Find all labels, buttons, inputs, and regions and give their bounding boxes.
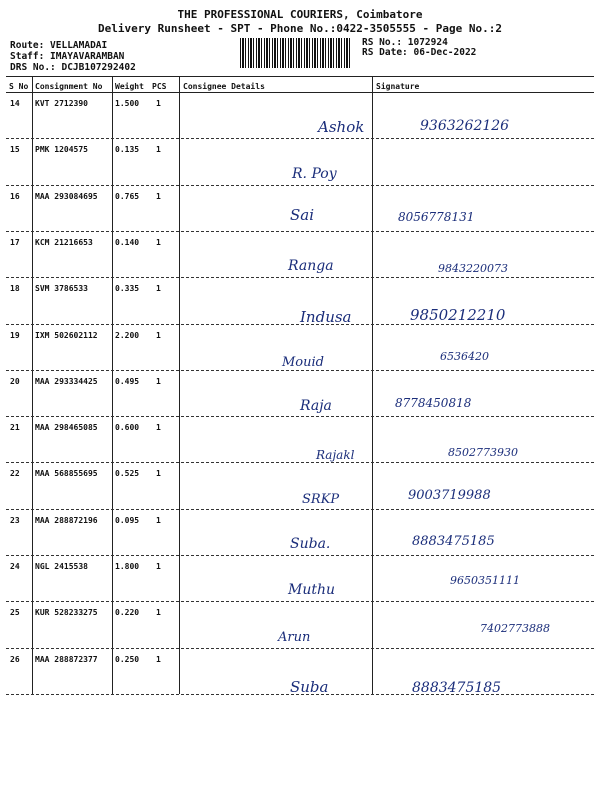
row-consignee-handwritten: Raja xyxy=(300,398,332,414)
row-consignee-handwritten: Ashok xyxy=(318,118,365,136)
runsheet-subtitle: Delivery Runsheet - SPT - Phone No.:0422-3505555 - Page No.:2 xyxy=(98,22,502,35)
row-consignment-no: SVM 3786533 xyxy=(35,284,88,294)
row-pcs: 1 xyxy=(156,515,161,525)
row-weight: 0.135 xyxy=(115,145,140,155)
row-pcs: 1 xyxy=(156,654,161,664)
row-weight: 0.495 xyxy=(115,376,140,386)
header-consignment: Consignment No xyxy=(35,82,103,91)
row-weight: 0.140 xyxy=(115,237,140,247)
row-consignment-no: IXM 502602112 xyxy=(35,330,98,340)
row-separator xyxy=(6,648,594,649)
row-signature-handwritten: 9363262126 xyxy=(420,118,510,134)
row-consignment-no: MAA 293084695 xyxy=(35,191,98,201)
row-pcs: 1 xyxy=(156,376,161,386)
drs-number: DRS No.: DCJB107292402 xyxy=(10,62,136,73)
row-consignment-no: MAA 288872377 xyxy=(35,654,98,664)
row-pcs: 1 xyxy=(156,469,161,479)
row-consignment-no: MAA 288872196 xyxy=(35,515,98,525)
row-separator xyxy=(6,185,594,186)
header-pcs: PCS xyxy=(152,82,167,91)
row-signature-handwritten: 8056778131 xyxy=(398,210,475,224)
row-consignee-handwritten: Suba xyxy=(290,678,329,696)
table-top-border xyxy=(6,76,594,77)
row-consignment-no: PMK 1204575 xyxy=(35,145,88,155)
row-signature-handwritten: 7402773888 xyxy=(480,622,550,635)
row-pcs: 1 xyxy=(156,608,161,618)
header-signature: Signature xyxy=(376,82,420,91)
row-sno: 26 xyxy=(10,654,20,664)
row-signature-handwritten: 8883475185 xyxy=(412,534,495,549)
row-sno: 24 xyxy=(10,562,20,571)
row-pcs: 1 xyxy=(156,237,161,247)
rs-number: RS No.: 1072924 xyxy=(362,37,448,48)
row-consignee-handwritten: Suba. xyxy=(290,536,331,552)
row-weight: 0.095 xyxy=(115,515,140,525)
row-consignee-handwritten: Arun xyxy=(278,630,311,645)
header-weight: Weight xyxy=(115,82,144,91)
row-sno: 23 xyxy=(10,515,20,525)
header-consignee: Consignee Details xyxy=(183,82,265,91)
row-consignment-no: MAA 568855695 xyxy=(35,469,98,479)
row-weight: 0.250 xyxy=(115,654,140,664)
row-sno: 21 xyxy=(10,423,20,433)
row-signature-handwritten: 9003719988 xyxy=(408,488,491,503)
row-consignee-handwritten: Muthu xyxy=(288,582,336,598)
row-pcs: 1 xyxy=(156,145,161,155)
row-weight: 0.335 xyxy=(115,284,140,294)
row-consignment-no: KVT 2712390 xyxy=(35,99,88,108)
row-consignment-no: KUR 528233275 xyxy=(35,608,98,618)
row-pcs: 1 xyxy=(156,330,161,340)
row-consignee-handwritten: SRKP xyxy=(302,492,340,507)
row-signature-handwritten: 8502773930 xyxy=(448,446,518,459)
row-weight: 2.200 xyxy=(115,330,140,340)
row-consignee-handwritten: Rajakl xyxy=(316,448,355,462)
row-consignee-handwritten: Indusa xyxy=(300,308,352,326)
row-sno: 17 xyxy=(10,237,20,247)
row-weight: 1.500 xyxy=(115,99,140,108)
row-separator xyxy=(6,462,594,463)
runsheet-title: THE PROFESSIONAL COURIERS, Coimbatore xyxy=(177,8,423,21)
row-signature-handwritten: 6536420 xyxy=(440,350,489,363)
row-sno: 25 xyxy=(10,608,20,618)
row-signature-handwritten: 9850212210 xyxy=(410,306,506,324)
row-consignee-handwritten: Sai xyxy=(290,206,315,224)
barcode xyxy=(240,38,352,68)
row-consignee-handwritten: R. Poy xyxy=(292,166,337,182)
row-separator xyxy=(6,324,594,325)
row-separator xyxy=(6,138,594,139)
row-consignee-handwritten: Ranga xyxy=(288,258,334,274)
row-sno: 18 xyxy=(10,284,20,294)
row-consignment-no: MAA 293334425 xyxy=(35,376,98,386)
row-sno: 20 xyxy=(10,376,20,386)
header-sno: S No xyxy=(9,82,29,91)
row-separator xyxy=(6,601,594,602)
row-signature-handwritten: 8883475185 xyxy=(412,680,502,696)
row-weight: 0.220 xyxy=(115,608,140,618)
row-separator xyxy=(6,509,594,510)
staff-label: Staff: IMAYAVARAMBAN xyxy=(10,51,125,62)
row-weight: 0.525 xyxy=(115,469,140,479)
row-sno: 22 xyxy=(10,469,20,479)
row-weight: 0.765 xyxy=(115,191,140,201)
row-consignment-no: MAA 298465085 xyxy=(35,423,98,433)
row-separator xyxy=(6,416,594,417)
row-sno: 15 xyxy=(10,145,20,155)
row-pcs: 1 xyxy=(156,423,161,433)
row-signature-handwritten: 9650351111 xyxy=(450,574,520,587)
rs-date: RS Date: 06-Dec-2022 xyxy=(362,47,477,58)
row-separator xyxy=(6,694,594,695)
row-consignment-no: KCM 21216653 xyxy=(35,237,93,247)
row-signature-handwritten: 9843220073 xyxy=(438,262,508,275)
row-pcs: 1 xyxy=(156,562,161,571)
row-sno: 14 xyxy=(10,99,20,108)
row-consignee-handwritten: Mouid xyxy=(282,355,324,370)
row-sno: 19 xyxy=(10,330,20,340)
table-header-border xyxy=(6,92,594,93)
row-consignment-no: NGL 2415538 xyxy=(35,562,88,571)
row-weight: 1.800 xyxy=(115,562,140,571)
row-separator xyxy=(6,231,594,232)
row-separator xyxy=(6,370,594,371)
row-separator xyxy=(6,555,594,556)
route-label: Route: VELLAMADAI xyxy=(10,40,108,51)
row-pcs: 1 xyxy=(156,191,161,201)
row-weight: 0.600 xyxy=(115,423,140,433)
row-sno: 16 xyxy=(10,191,20,201)
row-signature-handwritten: 8778450818 xyxy=(395,396,472,410)
row-separator xyxy=(6,277,594,278)
row-pcs: 1 xyxy=(156,284,161,294)
row-pcs: 1 xyxy=(156,99,161,108)
